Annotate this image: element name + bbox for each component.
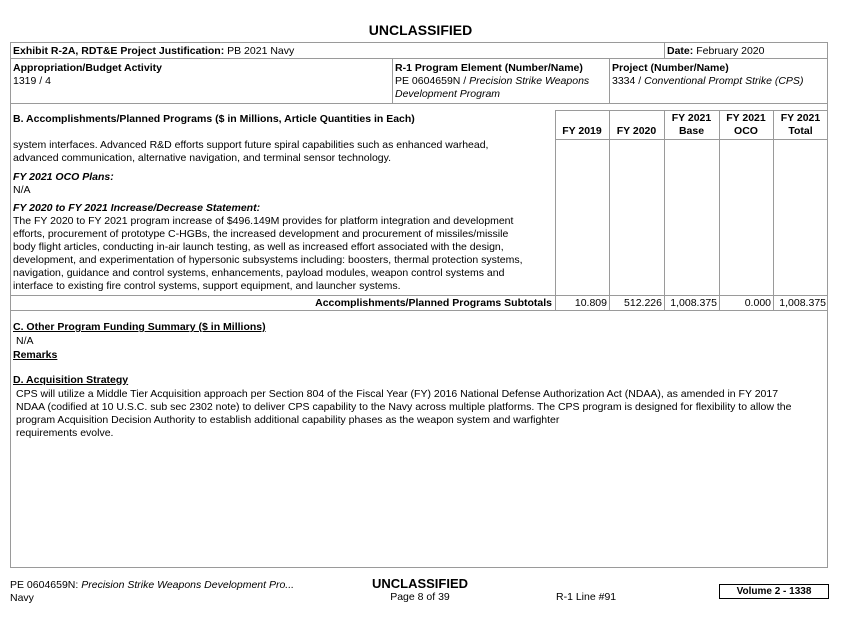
acquisition-line: NDAA (codified at 10 U.S.C. sub sec 2302 note) to deliver CPS capability to the Navy across multiple platforms. The CPS program is designed for flexibility to allow the [16,401,792,413]
column-divider [773,110,774,310]
divider-line [664,42,665,59]
subtotal-fy2021-base: 1,008.375 [670,297,717,309]
exhibit-label: Exhibit R-2A, RDT&E Project Justification: [13,45,225,57]
r1-line: R-1 Line #91 [556,591,617,603]
project-value [612,75,803,88]
classification-bottom: UNCLASSIFIED [371,576,469,591]
divider-line [10,103,828,104]
table-header-line [555,110,828,111]
footer-pe-number: PE 0604659N: [10,579,79,591]
divider-line [10,58,828,59]
date-value: February 2020 [696,45,765,57]
increase-statement-title: FY 2020 to FY 2021 Increase/Decrease Statement: [13,202,261,214]
column-divider [664,110,665,310]
footer-service: Navy [10,592,34,604]
divider-line [392,58,393,104]
column-divider [609,110,610,310]
program-element-label: R-1 Program Element (Number/Name) [395,62,583,74]
acquisition-line: CPS will utilize a Middle Tier Acquisition approach per Section 804 of the Fiscal Year (FY) 2016 National Defense Authorization Act (NDAA), as amended in FY 2017 [16,388,779,400]
remarks-label: Remarks [13,349,58,361]
appropriation-label: Appropriation/Budget Activity [13,62,162,74]
program-element-number: PE 0604659N / [395,75,467,87]
col-header-fy2019: FY 2019 [562,125,602,138]
divider-line [10,295,828,296]
column-divider [719,110,720,310]
footer-pe-name: Precision Strike Weapons Development Pro... [81,579,295,591]
section-d-title: D. Acquisition Strategy [13,374,129,386]
classification-top: UNCLASSIFIED [368,22,473,38]
section-c-value: N/A [16,335,34,347]
date-field [667,45,764,58]
project-label: Project (Number/Name) [612,62,729,74]
subtotal-fy2019: 10.809 [574,297,607,309]
body-line: advanced communication, alternative navigation, and terminal sensor technology. [13,152,392,164]
body-line: development, and experimentation of hypersonic subsystems including: boosters, thermal protection systems, [13,254,523,266]
acquisition-line: program Acquisition Decision Authority to establish additional capability phases as the weapon system and warfighter [16,414,560,426]
divider-line [10,310,828,311]
volume-box: Volume 2 - 1338 [719,584,829,599]
col-header-fy2021-oco: FY 2021 OCO [726,112,766,138]
footer-program-element [10,579,294,592]
page-number: Page 8 of 39 [390,591,450,603]
program-element-name: Precision Strike Weapons [469,75,590,87]
program-element-name-cont: Development Program [395,88,501,100]
col-header-fy2021-total: FY 2021 Total [780,112,821,138]
col-header-fy2020: FY 2020 [616,125,657,138]
body-line: interface to existing fire control systems, support equipment, and launcher systems. [13,280,401,292]
body-line: navigation, guidance and control systems, enhancements, payload modules, weapon control systems and [13,267,505,279]
project-name: Conventional Prompt Strike (CPS) [644,75,804,87]
col-header-fy2021-base: FY 2021 Base [671,112,712,138]
column-divider [555,110,556,310]
subtotal-fy2020: 512.226 [624,297,662,309]
oco-plans-title: FY 2021 OCO Plans: [13,171,114,183]
section-b-title: B. Accomplishments/Planned Programs ($ in Millions, Article Quantities in Each) [13,113,415,125]
subtotal-fy2021-total: 1,008.375 [779,297,826,309]
body-line: efforts, procurement of prototype C-HGBs, the increased development and procurement of missiles/missile [13,228,509,240]
section-c-title: C. Other Program Funding Summary ($ in Millions) [13,321,266,333]
divider-line [609,58,610,104]
body-line: system interfaces. Advanced R&D efforts support future spiral capabilities such as enhanced warhead, [13,139,489,151]
subtotal-fy2021-oco: 0.000 [744,297,771,309]
acquisition-line: requirements evolve. [16,427,114,439]
project-number: 3334 / [612,75,642,87]
program-element-value [395,75,589,88]
oco-plans-text: N/A [13,184,31,196]
exhibit-value: PB 2021 Navy [227,45,295,57]
date-label: Date: [667,45,694,57]
subtotal-label: Accomplishments/Planned Programs Subtotals [315,297,552,309]
body-line: body flight articles, conducting in-air launch testing, as well as increased effort associated with the design, [13,241,504,253]
table-header-line [555,139,828,140]
body-line: The FY 2020 to FY 2021 program increase of $496.149M provides for platform integration and development [13,215,514,227]
appropriation-value: 1319 / 4 [13,75,51,87]
exhibit-title [13,45,294,58]
